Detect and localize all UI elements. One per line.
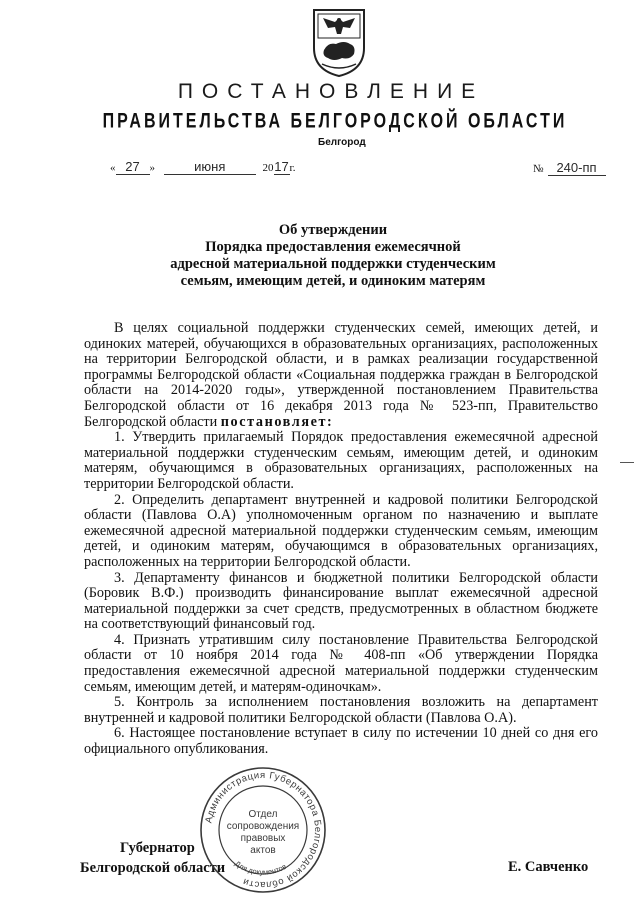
coat-of-arms-emblem	[310, 6, 368, 78]
stamp-line: Отдел	[248, 809, 278, 820]
quote-open: «	[110, 162, 116, 174]
position-line: Губернатор	[120, 840, 195, 856]
stamp-ring-bottom-text: Для документов	[233, 858, 288, 877]
stamp-line: сопровождения	[226, 821, 300, 832]
date-year-suffix: 17	[274, 159, 289, 174]
city-label: Белгород	[318, 137, 366, 148]
signatory-name: Е. Савченко	[508, 859, 589, 875]
title-line: Об утверждении	[278, 222, 388, 238]
clause-3: 3. Департаменту финансов и бюджетной политики Белгородской области (Боровик В.Ф.) производить финансирование выплат ежемесячной адресной материальной поддержки за счет средств, предусмотренных в областном бюджете на соответствующий финансовый год.	[84, 569, 598, 633]
document-number	[533, 159, 606, 177]
clause-4: 4. Признать утратившим силу постановление Правительства Белгородской области от 10 ноября 2014 года № 408-пп «Об утверждении Порядка предоставления ежемесячной адресной материальной поддержки студенческим семьям, имеющим детей, и матерям-одиночкам».	[84, 631, 598, 695]
margin-mark	[620, 462, 634, 463]
number-label: №	[533, 163, 544, 175]
clause-1: 1. Утвердить прилагаемый Порядок предоставления ежемесячной адресной материальной поддержки студенческим семьям, имеющим детей, и одиноким матерям, обучающимся в образовательных организациях, расположенных на территории Белгородской области.	[84, 429, 598, 492]
resolves-keyword: постановляет:	[220, 413, 334, 430]
document-body	[84, 321, 598, 758]
date-year-prefix: 20	[262, 162, 274, 174]
title-line: адресной материальной поддержки студенческим	[170, 256, 496, 272]
stamp-line: правовых	[240, 833, 286, 844]
date-month: июня	[164, 159, 256, 175]
clause-5: 5. Контроль за исполнением постановления возложить на департамент внутренней и кадровой политики Белгородской области (Павлова О.А).	[84, 694, 598, 726]
title-line: Порядка предоставления ежемесячной	[205, 239, 461, 255]
number-value: 240-пп	[548, 160, 606, 176]
clause-6: 6. Настоящее постановление вступает в силу по истечении 10 дней со дня его официального опубликования.	[84, 725, 598, 758]
official-stamp	[198, 765, 328, 895]
title-line: семьям, имеющим детей, и одиноким матерям	[180, 273, 486, 289]
preamble-text: В целях социальной поддержки студенческих семей, имеющих детей, и одиноких матерей, обучающихся в образовательных организациях, расположенных на территории Белгородской области, и в рамках реализации государственной программы Белгородской области «Социальная поддержка граждан в Белгородской области на 2014-2020 годы», утвержденной постановлением Правительства Белгородской области от 16 декабря 2013 года № 523-пп, Правительство Белгородской области	[84, 320, 598, 430]
clause-2: 2. Определить департамент внутренней и кадровой политики Белгородской области (Павлова О.А) уполномоченным органом по назначению и выплате ежемесячной адресной материальной поддержки студенческим семьям, имеющим детей, и одиноким матерям, обучающимся в образовательных организациях, расположенных на территории Белгородской области.	[84, 491, 598, 570]
document-date	[110, 159, 296, 175]
position-line: Белгородской области	[80, 860, 226, 876]
document-type-heading: ПОСТАНОВЛЕНИЕ	[177, 80, 485, 103]
svg-text:Для документов	[233, 859, 288, 877]
issuer-heading: ПРАВИТЕЛЬСТВА БЕЛГОРОДСКОЙ ОБЛАСТИ	[102, 110, 568, 133]
date-year-unit: г.	[289, 162, 296, 174]
stamp-ring-text: Администрация Губернатора Белгородской области	[203, 769, 324, 891]
preamble-paragraph	[84, 321, 598, 430]
stamp-line: актов	[250, 845, 276, 856]
date-day: 27	[116, 159, 150, 175]
document-title	[0, 222, 640, 290]
quote-close: »	[149, 162, 155, 174]
